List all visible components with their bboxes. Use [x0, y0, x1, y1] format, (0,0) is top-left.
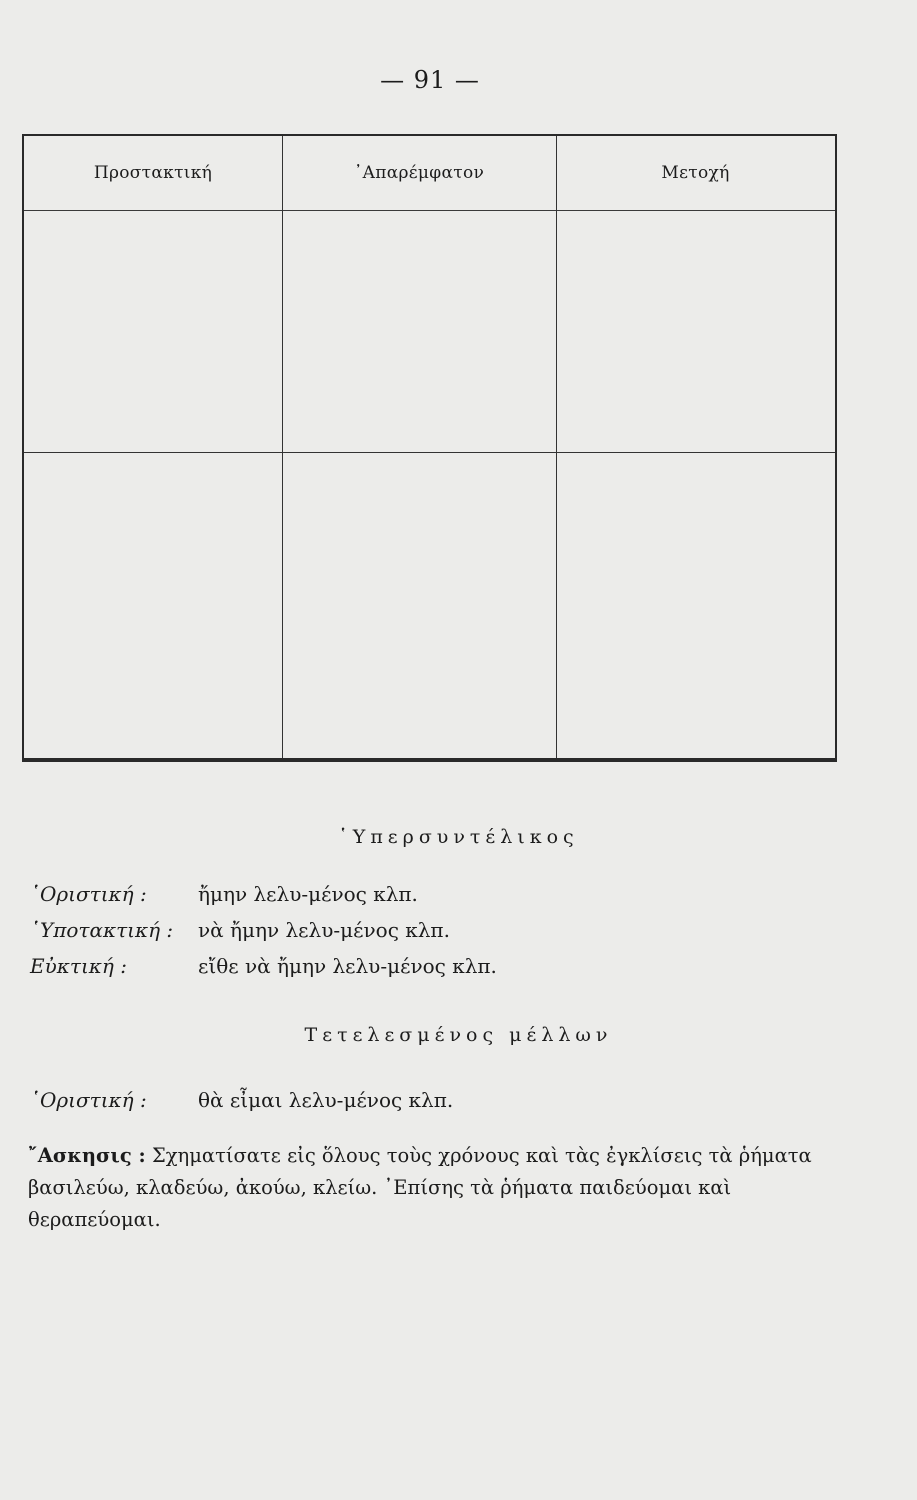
- section-title-pluperfect: ῾Υπερσυντέλικος: [338, 826, 579, 848]
- exercise-text: Σχηματίσατε εἰς ὅλους τοὺς χρόνους καὶ τὰς ἐγκλίσεις τὰ ῥήματα βασιλεύω, κλαδεύω, ἀκούω, κλείω. ᾿Επίσης τὰ ῥήματα παιδεύομαι καὶ θεραπεύομαι.: [28, 1144, 812, 1231]
- mood-row-subjunctive: [30, 918, 450, 942]
- mood-row-indicative: [30, 882, 418, 906]
- table-header-imperative: Προστακτική: [93, 163, 213, 183]
- verb-form: εἴθε νὰ ἤμην λελυ-μένος κλπ.: [198, 954, 497, 978]
- mood-label: ῾Οριστική :: [30, 882, 147, 906]
- mood-row-indicative: [30, 1088, 453, 1112]
- exercise-label: ῎Ασκησις :: [28, 1144, 146, 1167]
- mood-label: ῾Υποτακτική :: [30, 918, 174, 942]
- table-cell: [282, 454, 556, 754]
- table-cell: [282, 210, 556, 452]
- mood-label: Εὐκτική :: [30, 954, 127, 978]
- table-cell: [24, 210, 282, 452]
- verb-form: νὰ ἤμην λελυ-μένος κλπ.: [198, 918, 450, 942]
- table-cell: [556, 454, 835, 754]
- section-title-future-perfect: Τετελεσμένος μέλλων: [304, 1024, 613, 1046]
- mood-row-optative: [30, 954, 497, 978]
- verb-form: θὰ εἶμαι λελυ-μένος κλπ.: [198, 1088, 454, 1112]
- exercise-paragraph: [28, 1140, 858, 1236]
- table-row-divider: [24, 452, 835, 453]
- verb-form: ἤμην λελυ-μένος κλπ.: [198, 882, 418, 906]
- table-cell: [556, 210, 835, 452]
- table-header-infinitive: ᾿Απαρέμφατον: [353, 163, 485, 183]
- table-header-row: [24, 136, 835, 211]
- table-cell: [24, 454, 282, 754]
- table-header-participle: Μετοχή: [661, 163, 730, 183]
- page-number: — 91 —: [380, 66, 480, 94]
- conjugation-table: [22, 134, 837, 762]
- mood-label: ῾Οριστική :: [30, 1088, 147, 1112]
